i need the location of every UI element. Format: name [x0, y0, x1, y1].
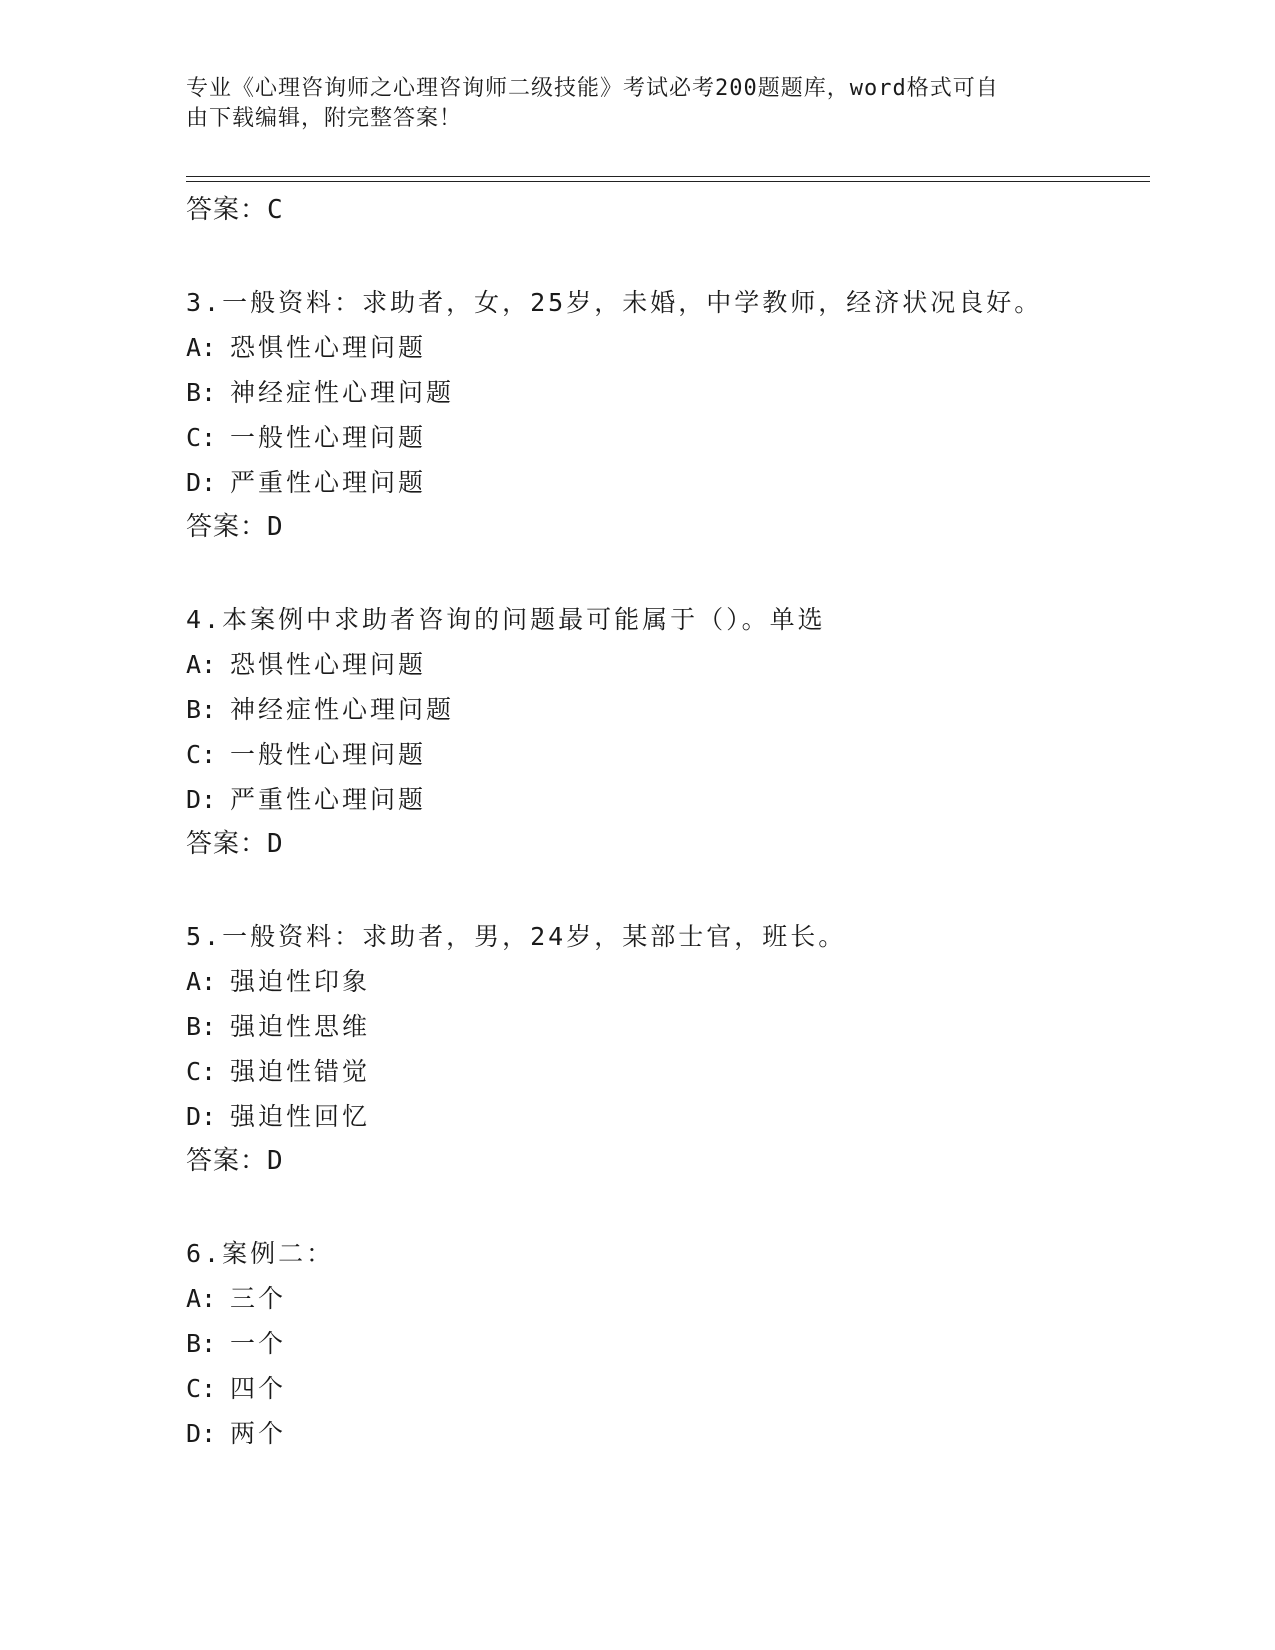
option-text: 强迫性错觉: [230, 1057, 371, 1086]
header-line-2: 由下载编辑，附完整答案！: [186, 106, 463, 131]
option-a: [186, 959, 1136, 1004]
option-text: 严重性心理问题: [230, 785, 427, 814]
answer-value: C: [267, 195, 284, 225]
answer-label: 答案：: [186, 512, 268, 542]
option-c: [186, 1366, 1136, 1411]
option-text: 神经症性心理问题: [230, 695, 455, 724]
option-key: B:: [186, 1329, 217, 1358]
answer-label: 答案：: [186, 195, 268, 225]
header-line-1: 专业《心理咨询师之心理咨询师二级技能》考试必考200题题库，word格式可自: [186, 76, 999, 101]
option-key: D:: [186, 785, 217, 814]
answer-line: [186, 1139, 1136, 1184]
document-header: [186, 74, 1066, 134]
option-text: 强迫性印象: [230, 967, 371, 996]
option-text: 三个: [230, 1284, 287, 1313]
option-key: C:: [186, 423, 217, 452]
option-c: [186, 1049, 1136, 1094]
answer-line: [186, 188, 1136, 233]
answer-value: D: [267, 1146, 284, 1176]
question-block: [186, 1231, 1136, 1456]
option-key: C:: [186, 1374, 217, 1403]
spacer: [186, 233, 1136, 280]
option-key: A:: [186, 650, 217, 679]
answer-label: 答案：: [186, 1146, 268, 1176]
option-b: [186, 370, 1136, 415]
question-block: [186, 597, 1136, 867]
option-a: [186, 642, 1136, 687]
option-text: 严重性心理问题: [230, 468, 427, 497]
option-key: B:: [186, 1012, 217, 1041]
option-d: [186, 1094, 1136, 1139]
option-b: [186, 687, 1136, 732]
option-text: 恐惧性心理问题: [230, 333, 427, 362]
option-text: 四个: [230, 1374, 287, 1403]
question-block: [186, 914, 1136, 1184]
option-key: A:: [186, 967, 217, 996]
option-d: [186, 777, 1136, 822]
option-key: B:: [186, 378, 217, 407]
option-key: D:: [186, 1102, 217, 1131]
option-a: [186, 1276, 1136, 1321]
spacer: [186, 867, 1136, 914]
option-b: [186, 1004, 1136, 1049]
answer-value: D: [267, 829, 284, 859]
option-text: 一般性心理问题: [230, 423, 427, 452]
option-c: [186, 415, 1136, 460]
option-key: C:: [186, 740, 217, 769]
header-divider-top: [186, 176, 1150, 177]
option-key: C:: [186, 1057, 217, 1086]
option-key: B:: [186, 695, 217, 724]
option-text: 两个: [230, 1419, 287, 1448]
spacer: [186, 1184, 1136, 1231]
option-key: A:: [186, 333, 217, 362]
answer-line: [186, 822, 1136, 867]
option-key: D:: [186, 468, 217, 497]
answer-value: D: [267, 512, 284, 542]
option-text: 一个: [230, 1329, 287, 1358]
answer-label: 答案：: [186, 829, 268, 859]
spacer: [186, 550, 1136, 597]
option-d: [186, 1411, 1136, 1456]
option-text: 一般性心理问题: [230, 740, 427, 769]
question-stem: 5.一般资料：求助者，男，24岁，某部士官，班长。: [186, 922, 847, 951]
question-stem: 6.案例二：: [186, 1239, 335, 1268]
option-text: 强迫性回忆: [230, 1102, 371, 1131]
option-text: 强迫性思维: [230, 1012, 371, 1041]
question-stem: 4.本案例中求助者咨询的问题最可能属于（）。单选: [186, 605, 826, 634]
option-d: [186, 460, 1136, 505]
option-key: D:: [186, 1419, 217, 1448]
header-divider-bottom: [186, 181, 1150, 182]
option-text: 恐惧性心理问题: [230, 650, 427, 679]
option-key: A:: [186, 1284, 217, 1313]
question-block: [186, 280, 1136, 550]
option-b: [186, 1321, 1136, 1366]
option-a: [186, 325, 1136, 370]
question-stem: 3.一般资料：求助者，女，25岁，未婚，中学教师，经济状况良好。: [186, 288, 1043, 317]
question-list: [186, 188, 1136, 1456]
option-c: [186, 732, 1136, 777]
option-text: 神经症性心理问题: [230, 378, 455, 407]
answer-line: [186, 505, 1136, 550]
